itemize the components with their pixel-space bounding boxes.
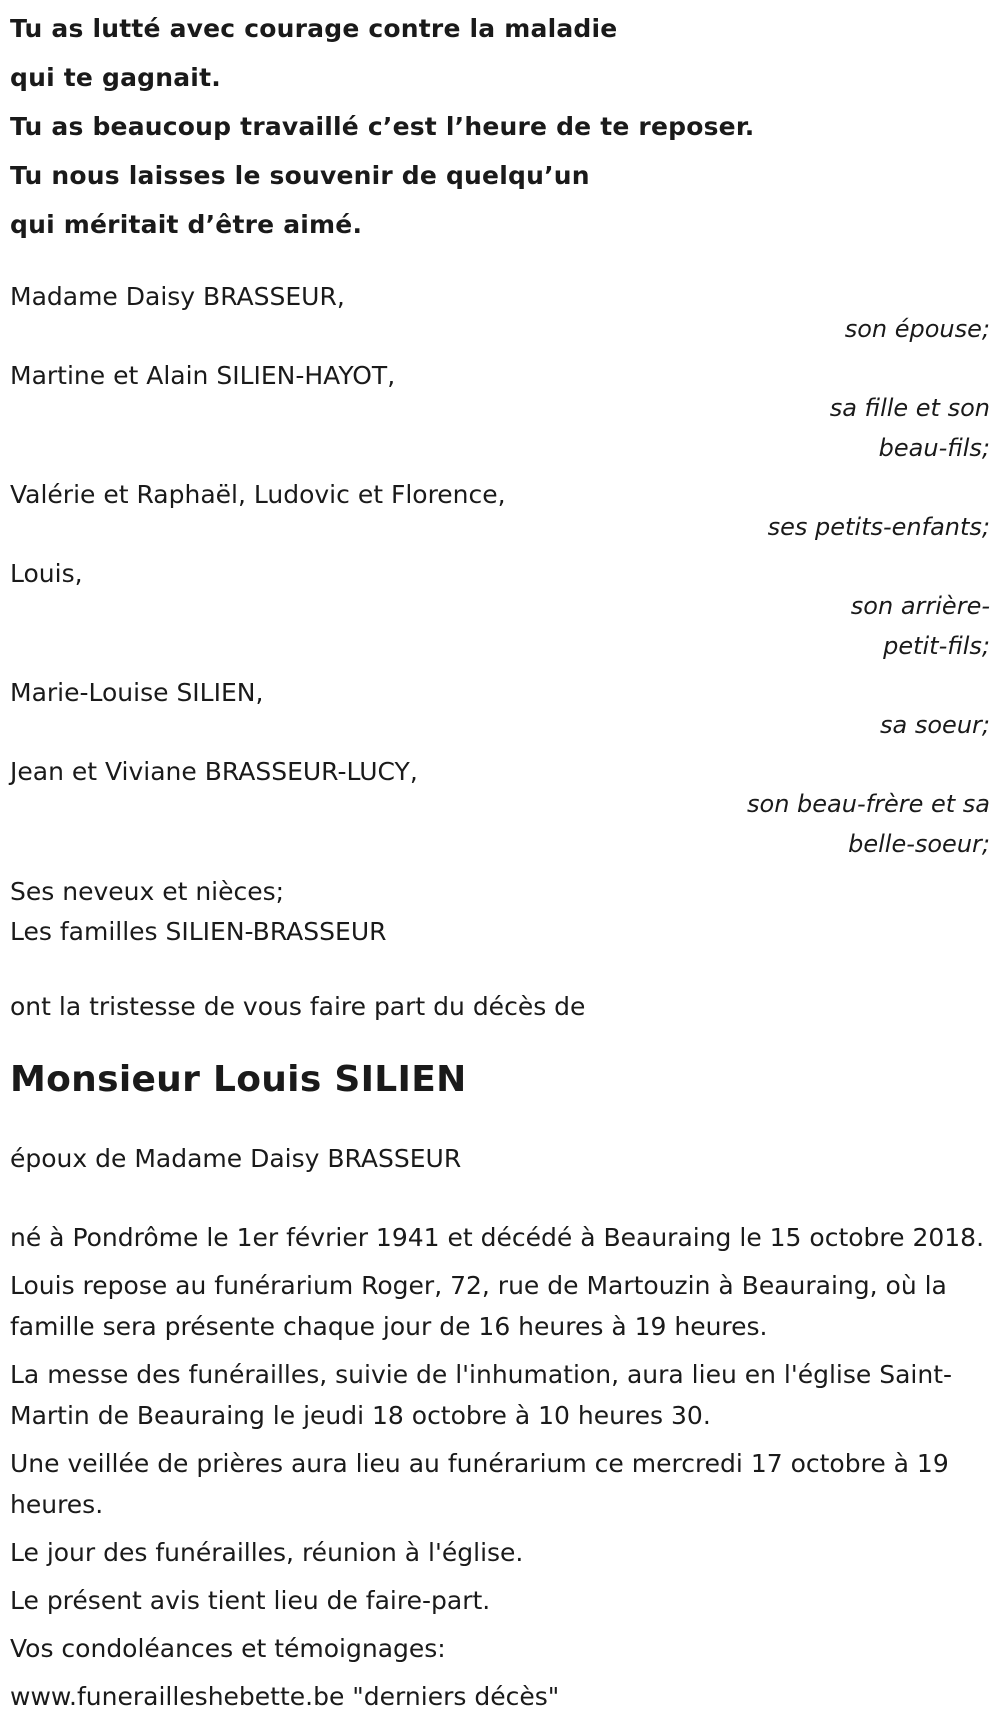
family-relation (745, 586, 990, 666)
family-member-name: Marie-Louise SILIEN, (10, 678, 264, 707)
vigil-info: Une veillée de prières aura lieu au funérarium ce mercredi 17 octobre à 19 heures. (10, 1449, 949, 1519)
relation-line: ses petits-enfants; (767, 513, 990, 541)
poem-line: qui méritait d’être aimé. (10, 210, 363, 239)
mass-info: La messe des funérailles, suivie de l'inhumation, aura lieu en l'église Saint-Martin de Beauraing le jeudi 18 octobre à 10 heures 30. (10, 1360, 953, 1430)
family-relation (745, 309, 990, 349)
family-relation (745, 388, 990, 468)
family-entry (10, 357, 990, 468)
announcement-intro: ont la tristesse de vous faire part du décès de (10, 992, 586, 1021)
family-member-name: Jean et Viviane BRASSEUR-LUCY, (10, 757, 418, 786)
relation-line: son arrière- (850, 592, 990, 620)
family-relation (710, 507, 990, 547)
poem-line: Tu as lutté avec courage contre la maladie (10, 14, 618, 43)
relation-line: beau-fils; (878, 434, 990, 462)
details (10, 1217, 990, 1717)
meeting-info: Le jour des funérailles, réunion à l'église. (10, 1538, 524, 1567)
families: Les familles SILIEN-BRASSEUR (10, 917, 387, 946)
poem-line: Tu nous laisses le souvenir de quelqu’un (10, 161, 590, 190)
nephews-nieces: Ses neveux et nièces; (10, 877, 285, 906)
family-member-name: Valérie et Raphaël, Ludovic et Florence, (10, 480, 506, 509)
poem-line: Tu as beaucoup travaillé c’est l’heure de te reposer. (10, 112, 755, 141)
poem-line: qui te gagnait. (10, 63, 221, 92)
obituary-notice (10, 0, 990, 1724)
family-entry (10, 278, 990, 349)
relation-line: son épouse; (844, 315, 990, 343)
birth-death-info: né à Pondrôme le 1er février 1941 et décédé à Beauraing le 15 octobre 2018. (10, 1223, 985, 1252)
deceased-name: Monsieur Louis SILIEN (10, 1059, 467, 1100)
family-entry (10, 753, 990, 864)
relation-line: son beau-frère et sa (747, 790, 990, 818)
poem (10, 4, 990, 249)
family-member-name: Madame Daisy BRASSEUR, (10, 282, 345, 311)
family-entry (10, 476, 990, 547)
condolences-label: Vos condoléances et témoignages: (10, 1634, 446, 1663)
funeral-home-info: Louis repose au funérarium Roger, 72, rue de Martouzin à Beauraing, où la famille sera présente chaque jour de 16 heures à 19 heures. (10, 1271, 947, 1341)
family-member-name: Louis, (10, 559, 83, 588)
relation-line: belle-soeur; (848, 830, 990, 858)
family-relation (745, 705, 990, 745)
website-link[interactable]: www.funerailleshebette.be "derniers décès" (10, 1682, 560, 1711)
relation-line: sa fille et son (829, 394, 990, 422)
family-member-name: Martine et Alain SILIEN-HAYOT, (10, 361, 396, 390)
family-entry (10, 674, 990, 745)
spouse-line: époux de Madame Daisy BRASSEUR (10, 1144, 462, 1173)
family-list (10, 278, 990, 952)
family-entry (10, 555, 990, 666)
notice-info: Le présent avis tient lieu de faire-part. (10, 1586, 491, 1615)
relation-line: sa soeur; (880, 711, 990, 739)
family-relation (710, 784, 990, 864)
relation-line: petit-fils; (883, 632, 990, 660)
